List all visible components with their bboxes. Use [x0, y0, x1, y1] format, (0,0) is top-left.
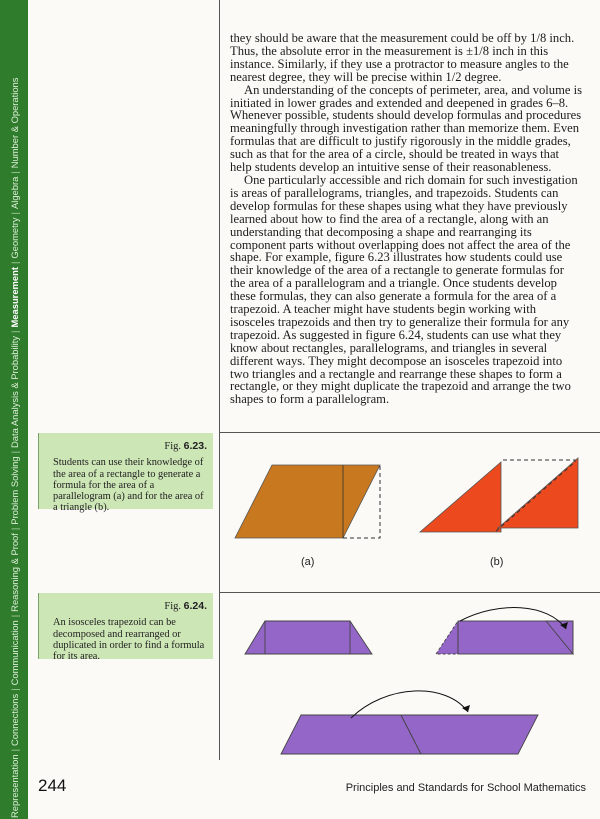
isosceles-trapezoid-shape [245, 621, 372, 654]
original-trapezoid [281, 715, 421, 754]
figure-6-23-a-parallelogram [230, 455, 390, 545]
paragraph-3: One particularly accessible and rich domain for such investigation is areas of parallelograms, triangles, and trapezoids. Students can develop formulas for these shapes using what they have previously learned about how to find the area of a rectangle, along with an understanding that decomposing a shape and rearranging its component parts without overlapping does not affect the area of the shape. For example, figure 6.23 illustrates how students could use their knowledge of the area of a rectangle to generate formulas for the area of a parallelogram and a triangle. Once students develop these formulas, they can also generate a formula for the area of a trapezoid. A teacher might have students begin working with isosceles trapezoids and then try to generalize their formula for any trapezoid. As suggested in figure 6.24, students can use what they know about rectangles, parallelograms, and triangles in several different ways. They might decompose an isosceles trapezoid into two triangles and a rectangle and rearrange these shapes to form a rectangle, or they might duplicate the trapezoid and arrange the two shapes to form a parallelogram. [230, 172, 578, 407]
section-connections: Connections [8, 693, 20, 746]
duplicate-arrow [351, 691, 468, 718]
rearranged-rectangle [458, 621, 573, 654]
figure-6-23-label-b: (b) [490, 556, 504, 568]
column-divider [219, 0, 220, 760]
section-sidebar [0, 0, 28, 819]
paragraph-2: An understanding of the concepts of perimeter, area, and volume is initiated in lower grades and extended and deepened in grades 6–8. Whenever possible, students should develop formulas and procedures meaningfully through investigation rather than memorize them. Even formulas that are difficult to justify rigorously in the middle grades, such as that for the area of a circle, should be treated in ways that help students develop an intuitive sense of their reasonableness. [230, 82, 583, 175]
triangle-duplicate-shape [498, 458, 578, 528]
figure-6-23-b-triangle [415, 452, 585, 542]
parallelogram-shape [235, 465, 380, 538]
section-representation: Representation [8, 754, 20, 818]
figure-6-23-text: Students can use their knowledge of the area of a rectangle to generate a formula for the area of a parallelogram (a) and for the area of a triangle (b). [53, 457, 204, 514]
section-communication: Communication [8, 620, 20, 686]
page-number: 244 [38, 776, 67, 795]
section-nav: Representation | Connections | Communication | Reasoning & Proof | Problem Solving | Data Analysis & Probability | Measurement | Geometry | Algebra | Number & Operations [8, 77, 20, 818]
section-problem-solving: Problem Solving [8, 456, 20, 525]
section-reasoning-proof: Reasoning & Proof [8, 533, 20, 612]
paragraph-1: they should be aware that the measurement could be off by 1/8 inch. Thus, the absolute error in the measurement is ±1/8 inch in this instance. Similarly, if they use a protractor to measure angles to the nearest degree, they will be precise within 1/2 degree. [230, 31, 575, 84]
section-geometry: Geometry [8, 217, 20, 259]
section-algebra: Algebra [8, 176, 20, 209]
figure-6-24-text: An isosceles trapezoid can be decomposed and rearranged or duplicated in order to find a formula for its area. [53, 617, 205, 663]
figure-6-24-rule [220, 592, 600, 593]
section-data-analysis: Data Analysis & Probability [8, 335, 20, 448]
figure-6-24-trapezoid-duplicated [276, 690, 546, 760]
figure-6-23-rule [220, 432, 600, 433]
triangle-shape [420, 462, 501, 532]
running-footer-title: Principles and Standards for School Mathematics [345, 782, 586, 794]
figure-6-24-caption [38, 593, 213, 663]
figure-6-23-heading: Fig. 6.23. [164, 440, 207, 452]
figure-6-23-caption [38, 433, 213, 514]
body-text [230, 32, 582, 406]
figure-6-23-number: 6.23. [183, 440, 207, 452]
figure-6-24-trapezoid-rearranged [428, 607, 578, 662]
figure-6-24-heading: Fig. 6.24. [164, 600, 207, 612]
duplicate-trapezoid [401, 715, 538, 754]
section-measurement: Measurement [8, 267, 20, 328]
left-triangle-dashed [436, 621, 458, 654]
figure-6-24-number: 6.24. [183, 600, 207, 612]
figure-6-24-trapezoid-decomposed [240, 616, 380, 661]
section-number-operations: Number & Operations [8, 77, 20, 169]
figure-6-23-label-a: (a) [301, 556, 315, 568]
